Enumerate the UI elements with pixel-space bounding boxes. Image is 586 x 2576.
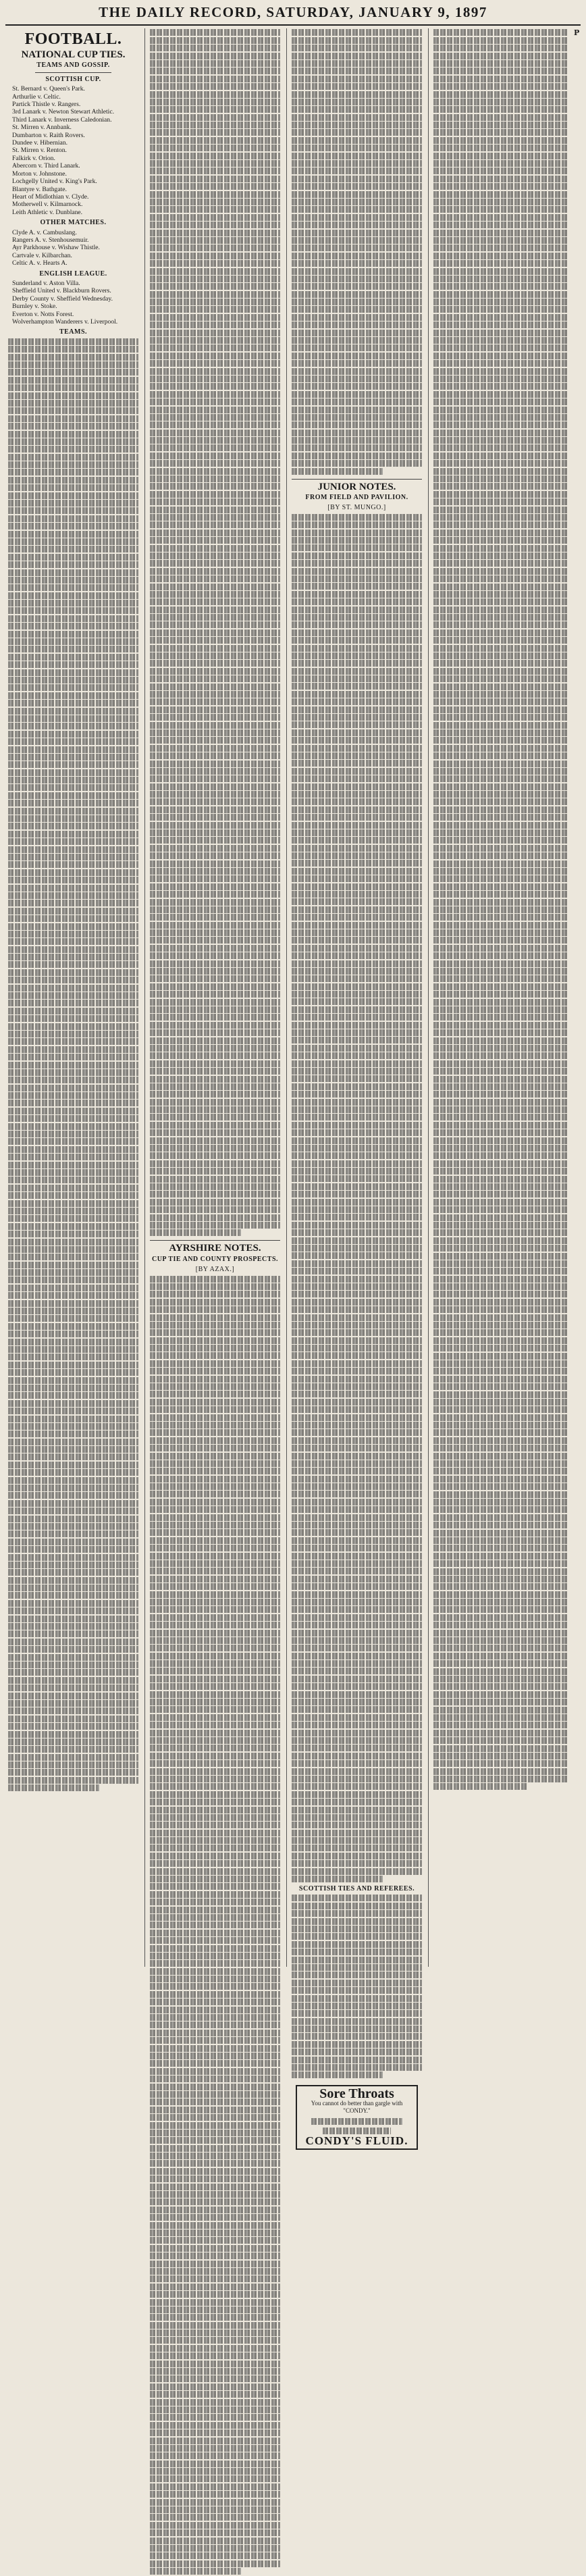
divider bbox=[292, 479, 422, 480]
fixture-line: St. Bernard v. Queen's Park. bbox=[12, 85, 85, 93]
fixture-line: Heart of Midlothian v. Clyde. bbox=[12, 192, 89, 201]
fixture-line: Wolverhampton Wanderers v. Liverpool. bbox=[12, 318, 118, 326]
divider bbox=[150, 1240, 280, 1241]
column-divider bbox=[144, 28, 145, 1967]
scottish-cup-list bbox=[8, 85, 138, 216]
fixture-line: Celtic A. v. Hearts A. bbox=[12, 259, 68, 267]
masthead-title: THE DAILY RECORD, SATURDAY, JANUARY 9, 1897 bbox=[99, 4, 487, 20]
column-3-text-top bbox=[292, 29, 422, 474]
fixture-line: Arthurlie v. Celtic. bbox=[12, 93, 61, 101]
fixture-line: Rangers A. v. Stenhousemuir. bbox=[12, 236, 89, 244]
scottish-ties-heading: SCOTTISH TIES AND REFEREES. bbox=[298, 1885, 415, 1893]
ad-body: You cannot do better than gargle with "CONDY." bbox=[311, 2099, 403, 2115]
fixture-line: Morton v. Johnstone. bbox=[12, 170, 67, 178]
teams-gossip-heading: TEAMS AND GOSSIP. bbox=[36, 61, 110, 70]
fixture-line: Dumbarton v. Raith Rovers. bbox=[12, 131, 85, 139]
fixture-line: Burnley v. Stoke. bbox=[12, 303, 57, 311]
teams-heading: TEAMS. bbox=[59, 328, 88, 336]
masthead-rule bbox=[5, 24, 581, 26]
other-matches-list bbox=[8, 229, 138, 267]
column-2 bbox=[150, 28, 280, 2576]
column-1 bbox=[8, 28, 138, 1793]
column-divider bbox=[428, 28, 429, 1967]
fixture-line: Sunderland v. Aston Villa. bbox=[12, 279, 80, 287]
fixture-line: Dundee v. Hibernian. bbox=[12, 139, 68, 147]
column-3 bbox=[292, 28, 422, 2157]
junior-subheading: FROM FIELD AND PAVILION. bbox=[305, 494, 408, 502]
ayrshire-notes-heading: AYRSHIRE NOTES. bbox=[169, 1243, 261, 1254]
fixture-line: Everton v. Notts Forest. bbox=[12, 310, 74, 318]
ayrshire-text bbox=[150, 1276, 280, 2575]
teams-text bbox=[8, 338, 138, 1791]
fixture-line: Partick Thistle v. Rangers. bbox=[12, 101, 81, 109]
next-page-edge-text: P bbox=[574, 28, 580, 37]
scottish-ties-text bbox=[292, 1895, 422, 2078]
fixture-line: 3rd Lanark v. Newton Stewart Athletic. bbox=[12, 108, 114, 116]
fixture-line: St. Mirren v. Annbank. bbox=[12, 124, 72, 132]
divider bbox=[35, 72, 111, 73]
fixture-line: Falkirk v. Orion. bbox=[12, 154, 55, 162]
english-league-list bbox=[8, 280, 138, 326]
fixture-line: Leith Athletic v. Dunblane. bbox=[12, 208, 83, 216]
national-cup-ties-heading: NATIONAL CUP TIES. bbox=[21, 49, 126, 60]
junior-notes-heading: JUNIOR NOTES. bbox=[317, 481, 396, 492]
condys-fluid-advertisement bbox=[296, 2085, 418, 2150]
other-matches-heading: OTHER MATCHES. bbox=[40, 219, 107, 227]
junior-byline: [BY ST. MUNGO.] bbox=[327, 504, 386, 512]
column-2-text-top bbox=[150, 29, 280, 1236]
fixture-line: Clyde A. v. Cambuslang. bbox=[12, 228, 77, 236]
fixture-line: Lochgelly United v. King's Park. bbox=[12, 178, 97, 186]
column-divider bbox=[286, 28, 287, 1967]
fixture-line: Third Lanark v. Inverness Caledonian. bbox=[12, 115, 112, 124]
scottish-cup-heading: SCOTTISH CUP. bbox=[45, 75, 101, 83]
fixture-line: Cartvale v. Kilbarchan. bbox=[12, 251, 72, 259]
fixture-line: Ayr Parkhouse v. Wishaw Thistle. bbox=[12, 244, 100, 252]
ayrshire-byline: [BY AZAX.] bbox=[195, 1266, 235, 1274]
ad-brand: CONDY'S FLUID. bbox=[305, 2134, 408, 2147]
fixture-line: Abercorn v. Third Lanark. bbox=[12, 162, 80, 170]
football-heading: FOOTBALL. bbox=[24, 30, 122, 48]
fixture-line: Sheffield United v. Blackburn Rovers. bbox=[12, 287, 111, 295]
fixture-line: Blantyre v. Bathgate. bbox=[12, 185, 67, 193]
fixture-line: Motherwell v. Kilmarnock. bbox=[12, 201, 83, 209]
junior-text bbox=[292, 514, 422, 1882]
column-4-text bbox=[433, 29, 568, 1790]
ayrshire-subheading: CUP TIE AND COUNTY PROSPECTS. bbox=[151, 1255, 279, 1263]
fixture-line: Derby County v. Sheffield Wednesday. bbox=[12, 294, 113, 303]
ad-headline: Sore Throats bbox=[319, 2086, 394, 2102]
fixture-line: St. Mirren v. Renton. bbox=[12, 147, 67, 155]
english-league-heading: ENGLISH LEAGUE. bbox=[39, 269, 107, 278]
column-4 bbox=[433, 28, 568, 1791]
